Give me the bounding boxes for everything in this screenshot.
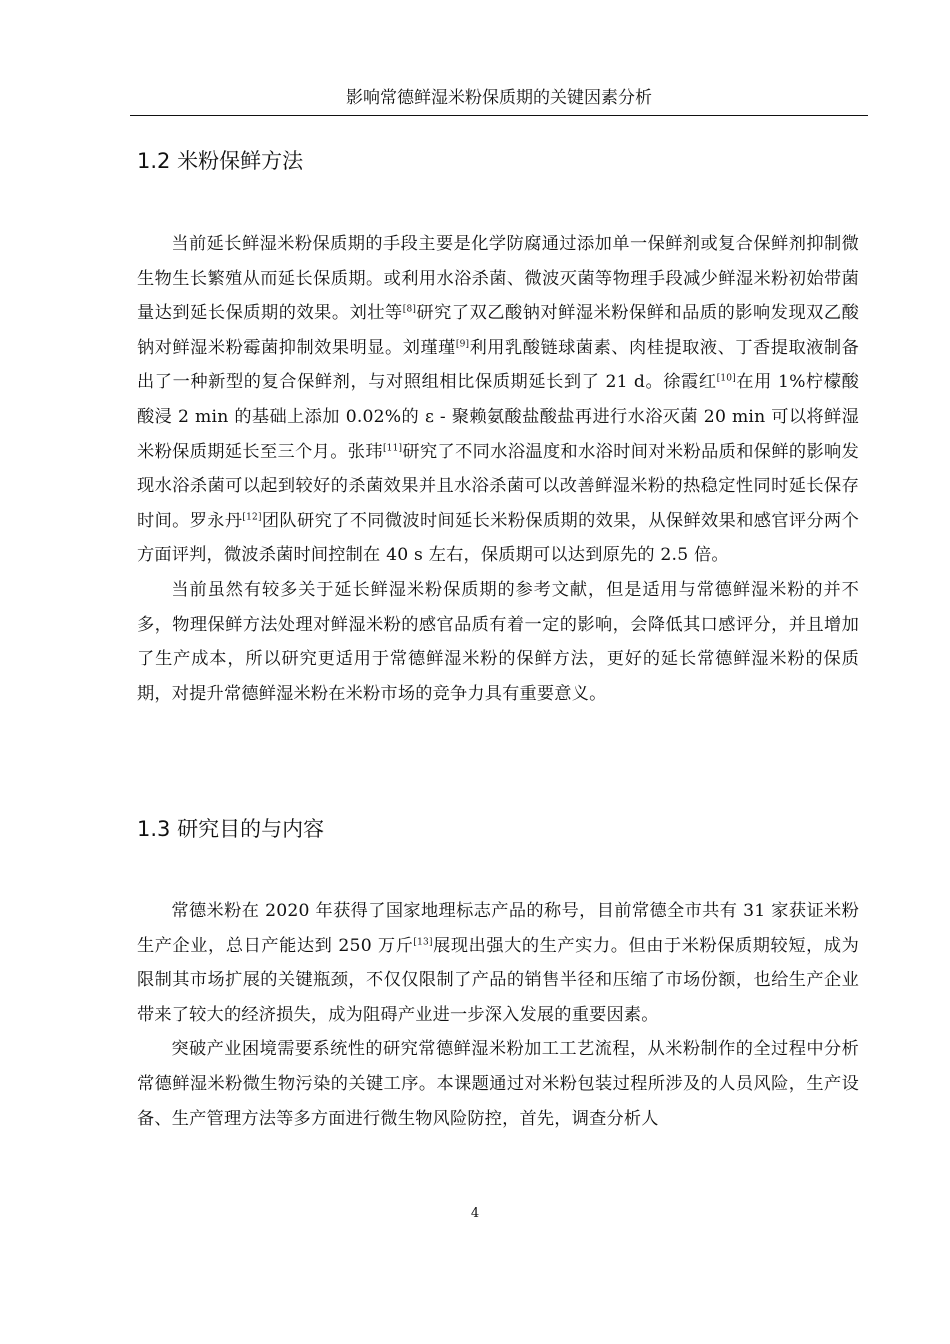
paragraph-text: 利用乳酸链球菌素、肉桂提取液、丁香提取液制备出了一种新型的复合保鲜剂，与对照组相比保质期延长到了 21 d。徐霞红 (137, 337, 859, 393)
paragraph-text: 当前延长鲜湿米粉保质期的手段主要是化学防腐通过添加单一保鲜剂或复合保鲜剂抑制微生物生长繁殖从而延长保质期。或利用水浴杀菌、微波灭菌等物理手段减少鲜湿米粉初始带菌量达到延长保质期的效果。刘壮等 (137, 234, 859, 324)
header-rule (130, 115, 868, 116)
paragraph-text: 常德米粉在 2020 年获得了国家地理标志产品的称号，目前常德全市共有 31 家获证米粉生产企业，总日产能达到 250 万斤 (137, 901, 859, 956)
paragraph (137, 894, 859, 1032)
section-heading-1-3: 1.3 研究目的与内容 (137, 817, 325, 841)
paragraph-text: 团队研究了不同微波时间延长米粉保质期的效果，从保鲜效果和感官评分两个方面评判，微波杀菌时间控制在 40 s 左右，保质期可以达到原先的 2.5 倍。 (137, 510, 859, 566)
paragraph-text: 突破产业困境需要系统性的研究常德鲜湿米粉加工工艺流程，从米粉制作的全过程中分析常德鲜湿米粉微生物污染的关键工序。本课题通过对米粉包装过程所涉及的人员风险，生产设备、生产管理方法等多方面进行微生物风险防控，首先，调查分析人 (137, 1039, 859, 1129)
page-number: 4 (470, 1206, 480, 1221)
citation-ref: [9] (455, 339, 470, 350)
citation-ref: [11] (382, 442, 403, 453)
paragraph-text: 在用 1%柠檬酸酸浸 2 min 的基础上添加 0.02%的 ε - 聚赖氨酸盐酸盐再进行水浴灭菌 20 min 可以将鲜湿米粉保质期延长至三个月。张玮 (137, 372, 859, 462)
citation-ref: [8] (402, 304, 417, 315)
citation-ref: [13] (413, 936, 433, 947)
citation-ref: [10] (716, 373, 736, 384)
running-header: 影响常德鲜湿米粉保质期的关键因素分析 (346, 88, 652, 108)
section-heading-1-2: 1.2 米粉保鲜方法 (137, 149, 304, 173)
paragraph (137, 227, 859, 573)
paragraph (137, 1032, 859, 1136)
citation-ref: [12] (242, 512, 262, 523)
paragraph-text: 展现出强大的生产实力。但由于米粉保质期较短，成为限制其市场扩展的关键瓶颈，不仅仅限制了产品的销售半径和压缩了市场份额，也给生产企业带来了较大的经济损失，成为阻碍产业进一步深入发展的重要因素。 (137, 935, 859, 1025)
section-body-1-2 (137, 227, 859, 711)
paragraph-text: 研究了不同水浴温度和水浴时间对米粉品质和保鲜的影响发现水浴杀菌可以起到较好的杀菌效果并且水浴杀菌可以改善鲜湿米粉的热稳定性同时延长保存时间。罗永丹 (137, 441, 859, 531)
paragraph-text: 当前虽然有较多关于延长鲜湿米粉保质期的参考文献，但是适用与常德鲜湿米粉的并不多，物理保鲜方法处理对鲜湿米粉的感官品质有着一定的影响，会降低其口感评分，并且增加了生产成本，所以研究更适用于常德鲜湿米粉的保鲜方法，更好的延长常德鲜湿米粉的保质期，对提升常德鲜湿米粉在米粉市场的竞争力具有重要意义。 (137, 579, 859, 704)
section-body-1-3 (137, 894, 859, 1136)
paragraph-text: 研究了双乙酸钠对鲜湿米粉保鲜和品质的影响发现双乙酸钠对鲜湿米粉霉菌抑制效果明显。刘瑾瑾 (137, 303, 859, 358)
paragraph (137, 573, 859, 711)
